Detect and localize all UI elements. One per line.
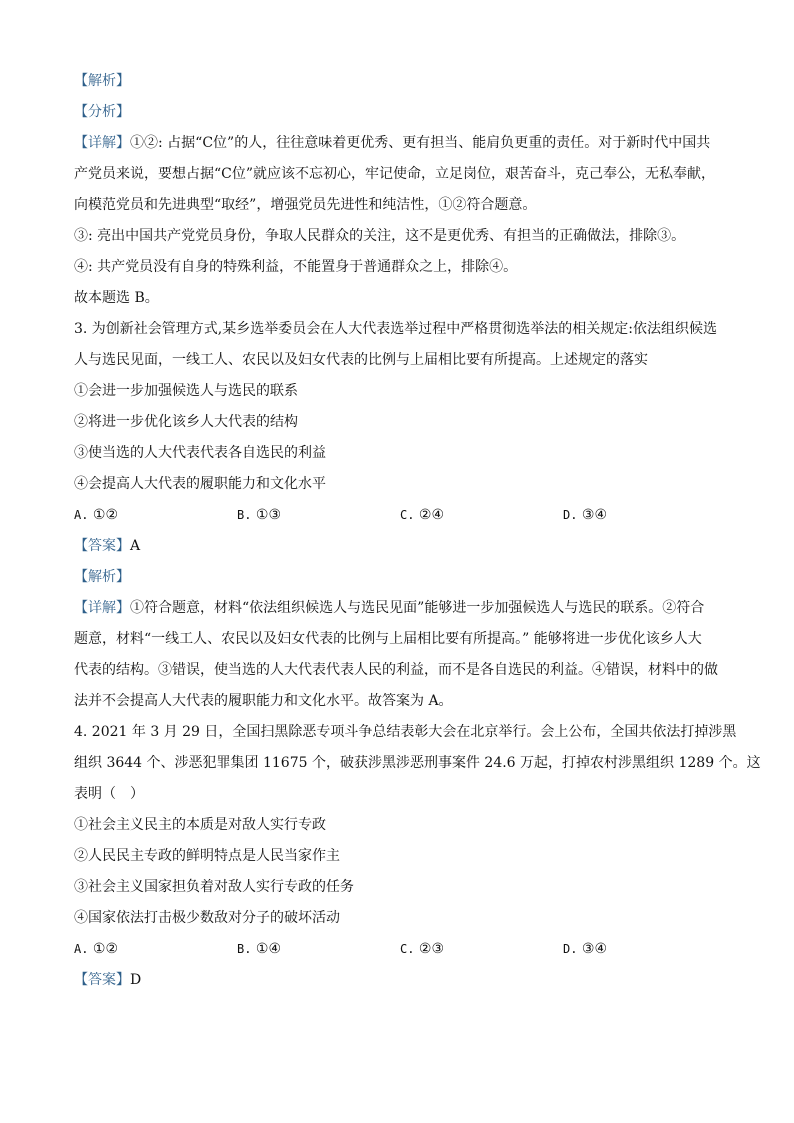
answer-tag: 【答案】 (74, 538, 130, 554)
exclusion-note-4: ④: 共产党员没有自身的特殊利益，不能置身于普通群众之上，排除④。 (74, 259, 518, 275)
question-4-stem: 表明（ ） (74, 786, 144, 802)
question-4-item: ②人民民主专政的鲜明特点是人民当家作主 (74, 848, 340, 864)
fenxi-heading (74, 97, 734, 128)
analysis-tag: 【解析】 (74, 73, 130, 89)
option-d: D. ③④ (563, 507, 608, 523)
option-a: A. ①② (74, 941, 119, 957)
question-4-item: ④国家依法打击极少数敌对分子的破坏活动 (74, 910, 340, 926)
detail-text: ①②: 占据“C位”的人，往往意味着更优秀、更有担当、能肩负更重的责任。对于新时代中国共 (130, 135, 711, 151)
question-3-stem: 人与选民见面，一线工人、农民以及妇女代表的比例与上届相比要有所提高。上述规定的落实 (74, 352, 648, 368)
question-3-options (74, 500, 734, 531)
detail-line: 法并不会提高人大代表的履职能力和文化水平。故答案为 A。 (74, 693, 453, 709)
option-a: A. ①② (74, 507, 119, 523)
answer-value: A (130, 538, 141, 554)
exclusion-note-3: ③: 亮出中国共产党党员身份，争取人民群众的关注，这不是更优秀、有担当的正确做法，排除③。 (74, 228, 686, 244)
question-4-answer (74, 965, 734, 996)
option-b: B. ①③ (237, 507, 282, 523)
answer-tag: 【答案】 (74, 972, 130, 988)
question-3-answer (74, 531, 734, 562)
question-3-stem: 3. 为创新社会管理方式,某乡选举委员会在人大代表选举过程中严格贯彻选举法的相关规定:依法组织候选 (74, 321, 717, 337)
analysis-heading (74, 562, 734, 593)
answer-value: D (130, 972, 142, 988)
fenxi-tag: 【分析】 (74, 104, 130, 120)
analysis-tag: 【解析】 (74, 569, 130, 585)
detail-line (74, 128, 734, 159)
detail-tag: 【详解】 (74, 135, 130, 151)
question-4-item: ③社会主义国家担负着对敌人实行专政的任务 (74, 879, 354, 895)
option-c: C. ②③ (400, 941, 445, 957)
detail-line: 向模范党员和先进典型“取经”，增强党员先进性和纯洁性，①②符合题意。 (74, 197, 537, 213)
option-c: C. ②④ (400, 507, 445, 523)
question-3-item: ①会进一步加强候选人与选民的联系 (74, 383, 298, 399)
detail-text: ①符合题意，材料“依法组织候选人与选民见面”能够进一步加强候选人与选民的联系。②符合 (130, 600, 705, 616)
conclusion-line: 故本题选 B。 (74, 290, 159, 306)
question-3-item: ③使当选的人大代表代表各自选民的利益 (74, 445, 326, 461)
question-4-stem: 组织 3644 个、涉恶犯罪集团 11675 个，破获涉黑涉恶刑事案件 24.6 万起，打掉农村涉黑组织 1289 个。这 (74, 755, 761, 771)
question-3-item: ④会提高人大代表的履职能力和文化水平 (74, 476, 326, 492)
option-d: D. ③④ (563, 941, 608, 957)
question-4-options (74, 934, 734, 965)
detail-line (74, 593, 734, 624)
question-4-stem: 4. 2021 年 3 月 29 日，全国扫黑除恶专项斗争总结表彰大会在北京举行。会上公布，全国共依法打掉涉黑 (74, 724, 737, 740)
detail-line: 题意，材料“一线工人、农民以及妇女代表的比例与上届相比要有所提高。” 能够将进一步优化该乡人大 (74, 631, 702, 647)
detail-line: 产党员来说，要想占据“C位”就应该不忘初心，牢记使命，立足岗位，艰苦奋斗，克己奉公，无私奉献， (74, 166, 716, 182)
question-3-item: ②将进一步优化该乡人大代表的结构 (74, 414, 298, 430)
option-b: B. ①④ (237, 941, 282, 957)
detail-tag: 【详解】 (74, 600, 130, 616)
question-4-item: ①社会主义民主的本质是对敌人实行专政 (74, 817, 326, 833)
analysis-heading (74, 66, 734, 97)
detail-line: 代表的结构。③错误，使当选的人大代表代表人民的利益，而不是各自选民的利益。④错误，材料中的做 (74, 662, 718, 678)
